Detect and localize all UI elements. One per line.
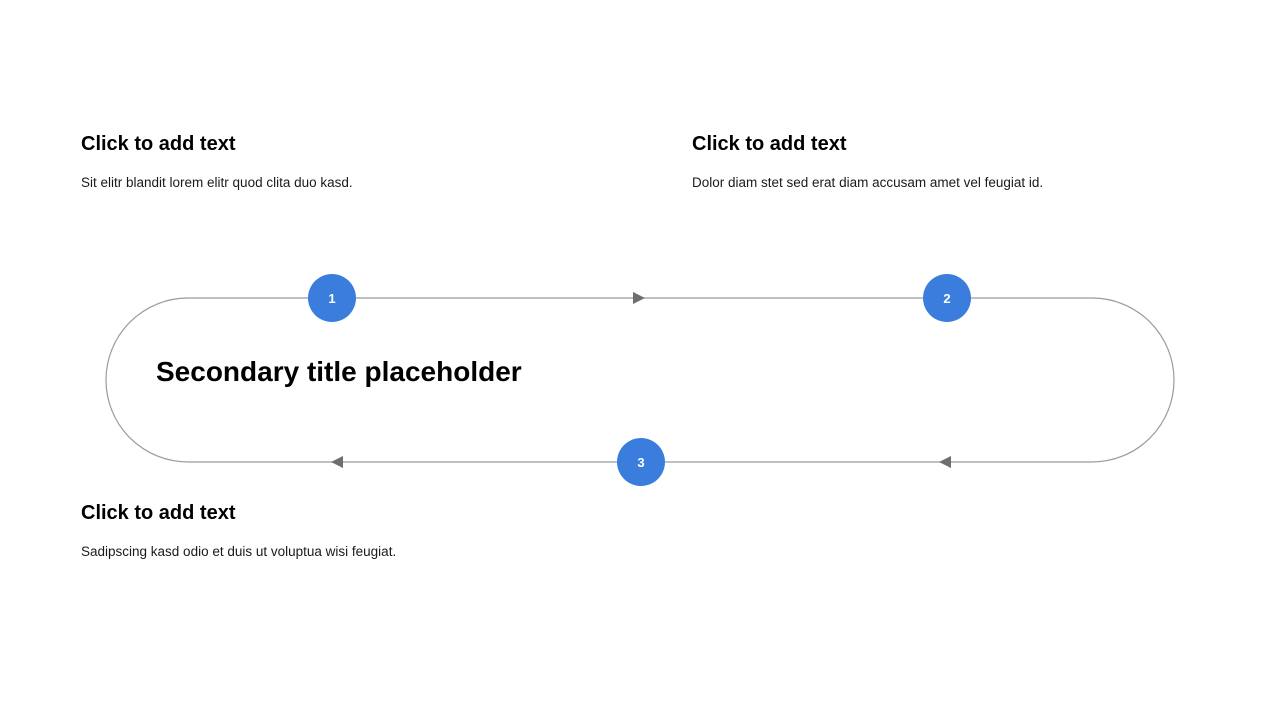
diagram-node-3[interactable] [617, 438, 665, 486]
diagram-node-2[interactable] [923, 274, 971, 322]
text-block-bottom-left[interactable] [81, 501, 396, 561]
text-block-body: Dolor diam stet sed erat diam accusam amet vel feugiat id. [692, 175, 1044, 190]
arrow-head-bottom-left [331, 456, 343, 468]
arrow-head-top [633, 292, 645, 304]
diagram-node-label: 1 [328, 290, 336, 306]
diagram-title[interactable]: Secondary title placeholder [156, 356, 522, 387]
text-block-heading: Click to add text [81, 502, 236, 524]
diagram-node-1[interactable] [308, 274, 356, 322]
text-block-body: Sadipscing kasd odio et duis ut voluptua wisi feugiat. [81, 544, 397, 559]
text-block-body: Sit elitr blandit lorem elitr quod clita duo kasd. [81, 175, 353, 190]
text-block-heading: Click to add text [81, 133, 236, 155]
diagram-node-label: 3 [637, 454, 645, 470]
cycle-diagram [100, 268, 1180, 493]
diagram-node-label: 2 [943, 290, 951, 306]
arrow-head-bottom-right [939, 456, 951, 468]
text-block-top-right[interactable] [692, 132, 1043, 192]
text-block-heading: Click to add text [692, 133, 847, 155]
text-block-top-left[interactable] [81, 132, 353, 192]
